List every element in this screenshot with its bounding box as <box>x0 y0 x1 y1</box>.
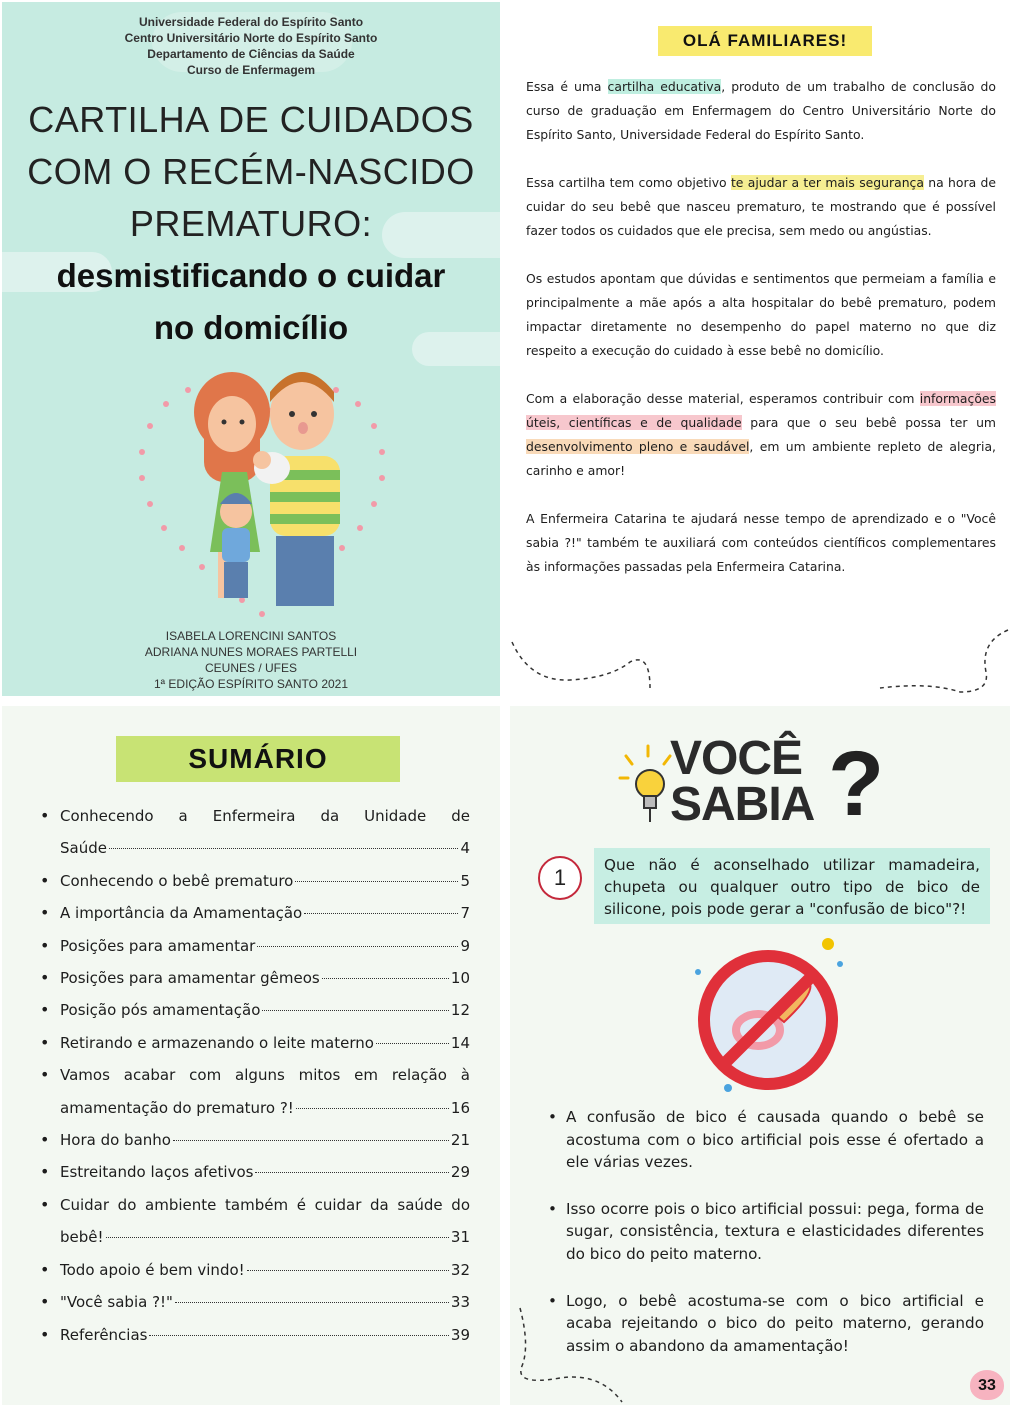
toc-item[interactable] <box>40 1156 470 1188</box>
text-run: Essa cartilha tem como objetivo <box>526 175 731 190</box>
toc-leader-dots <box>376 1043 449 1044</box>
toc-item[interactable] <box>40 1286 470 1318</box>
intro-body <box>526 75 996 603</box>
toc-item-label: • Posição pós amamentação <box>60 1001 261 1020</box>
toc-item-label: • A importância da Amamentação <box>60 904 303 923</box>
toc-page-number: 9 <box>460 936 470 955</box>
authors-block <box>2 628 500 692</box>
toc-item-label: amamentação do prematuro ?! <box>60 1098 294 1117</box>
toc-page-number: 14 <box>450 1033 470 1052</box>
toc-item-label: Saúde <box>60 839 107 858</box>
toc-page-number: 10 <box>450 969 470 988</box>
intro-heading: OLÁ FAMILIARES! <box>658 26 872 56</box>
toc-item[interactable] <box>40 897 470 929</box>
toc-item-label: • Hora do banho <box>60 1131 171 1150</box>
fact-bullet: • A confusão de bico é causada quando o bebê se acostuma com o bico artificial pois esse é ofertado a ele várias vezes. <box>548 1106 984 1174</box>
title-line: PREMATURO: <box>129 203 373 244</box>
toc-leader-dots <box>247 1270 449 1271</box>
intro-paragraph: A Enfermeira Catarina te ajudará nesse tempo de aprendizado e o "Você sabia ?!" também te auxiliará com conteúdos científicos complementares às informações passadas pela Enfermeira Catarina. <box>526 511 996 574</box>
toc-row <box>60 1124 470 1156</box>
text-run: na hora de cuidar do seu bebê que nasceu prematuro, te mostrando que é possível fazer todos os cuidados que ele precisa, sem medo ou angústias. <box>526 175 996 238</box>
text-run: Com a elaboração desse material, esperamos contribuir com <box>526 391 920 406</box>
toc-item[interactable] <box>40 994 470 1026</box>
toc-page-number: 32 <box>450 1260 470 1279</box>
intro-page <box>510 2 1010 696</box>
institution-line: Centro Universitário Norte do Espírito Santo <box>124 31 378 45</box>
toc-page-number: 29 <box>450 1163 470 1182</box>
fact-question-box: Que não é aconselhado utilizar mamadeira, chupeta ou qualquer outro tipo de bico de silicone, pois pode gerar a "confusão de bico"?! <box>594 848 990 924</box>
toc-list <box>40 800 470 1351</box>
toc-title: SUMÁRIO <box>116 736 400 782</box>
text-run: Essa é uma <box>526 79 608 94</box>
intro-paragraph <box>526 387 996 483</box>
page-number-heart: 33 <box>970 1370 1004 1400</box>
toc-row <box>60 897 470 929</box>
toc-item-label: bebê! <box>60 1228 104 1247</box>
subtitle-line: desmistificando o cuidar <box>56 257 446 294</box>
lightbulb-icon <box>618 742 678 832</box>
toc-item-label: • Conhecendo o bebê prematuro <box>60 871 294 890</box>
logo-word: SABIA <box>670 778 815 831</box>
toc-item[interactable] <box>40 865 470 897</box>
no-pacifier-icon <box>688 938 848 1098</box>
toc-page-number: 16 <box>450 1098 470 1117</box>
toc-item[interactable] <box>40 1189 470 1254</box>
toc-item[interactable] <box>40 1124 470 1156</box>
cover-page <box>2 2 500 696</box>
toc-leader-dots <box>295 881 458 882</box>
author-line: ADRIANA NUNES MORAES PARTELLI <box>144 645 358 659</box>
toc-item[interactable] <box>40 800 470 865</box>
toc-page-number: 39 <box>450 1325 470 1344</box>
toc-page-number: 31 <box>450 1228 470 1247</box>
toc-page-number: 33 <box>450 1293 470 1312</box>
toc-row <box>60 1156 470 1188</box>
question-mark-icon: ? <box>828 733 884 835</box>
family-illustration <box>122 352 402 622</box>
toc-leader-dots <box>304 913 458 914</box>
toc-leader-dots <box>175 1302 449 1303</box>
intro-paragraph <box>526 171 996 243</box>
fact-number-badge: 1 <box>538 856 582 900</box>
toc-page-number: 4 <box>460 839 470 858</box>
toc-item-label: • Retirando e armazenando o leite materno <box>60 1033 374 1052</box>
toc-leader-dots <box>109 848 458 849</box>
toc-item-label: • Cuidar do ambiente também é cuidar da saúde do <box>60 1195 470 1214</box>
toc-item-label: • Posições para amamentar gêmeos <box>60 969 320 988</box>
text-run: , produto de um trabalho de conclusão do curso de graduação em Enfermagem do Centro Universitário Norte do Espírito Santo, Universidade Federal do Espírito Santo. <box>526 79 996 142</box>
toc-leader-dots <box>173 1140 449 1141</box>
toc-row <box>60 930 470 962</box>
author-line: CEUNES / UFES <box>204 661 297 675</box>
toc-page-number: 12 <box>450 1001 470 1020</box>
toc-leader-dots <box>149 1335 448 1336</box>
text-run: para que o seu bebê possa ter um <box>741 415 996 430</box>
toc-page <box>2 706 500 1405</box>
text-run: , em um ambiente repleto de alegria, carinho e amor! <box>526 439 996 478</box>
fact-bullet: • Isso ocorre pois o bico artificial possui: pega, forma de sugar, consistência, textura e elasticidades diferentes do bico do peito materno. <box>548 1198 984 1266</box>
toc-row <box>60 865 470 897</box>
toc-row <box>60 1221 470 1253</box>
toc-item-label: • Referências <box>60 1325 148 1344</box>
toc-page-number: 5 <box>460 871 470 890</box>
toc-item-label: • "Você sabia ?!" <box>60 1293 173 1312</box>
toc-item-label: • Estreitando laços afetivos <box>60 1163 254 1182</box>
highlight-text: desenvolvimento pleno e saudável <box>526 439 750 454</box>
toc-leader-dots <box>262 1010 449 1011</box>
institution-block <box>2 14 500 78</box>
toc-item[interactable] <box>40 1254 470 1286</box>
toc-row <box>60 1092 470 1124</box>
fact-page <box>510 706 1010 1405</box>
squiggle-decoration-icon <box>510 622 1010 696</box>
toc-item[interactable] <box>40 962 470 994</box>
toc-row <box>60 1319 470 1351</box>
logo-word: VOCÊ <box>670 732 803 785</box>
toc-item[interactable] <box>40 1059 470 1124</box>
institution-line: Departamento de Ciências da Saúde <box>147 47 355 61</box>
toc-row <box>60 832 470 864</box>
toc-row <box>60 1254 470 1286</box>
highlight-text: te ajudar a ter mais segurança <box>730 175 924 190</box>
squiggle-decoration-icon <box>510 1306 650 1405</box>
institution-line: Curso de Enfermagem <box>186 63 316 77</box>
toc-item-label: • Todo apoio é bem vindo! <box>60 1260 245 1279</box>
title-line: CARTILHA DE CUIDADOS <box>28 99 474 140</box>
toc-item-label: • Vamos acabar com alguns mitos em relação à <box>60 1066 470 1085</box>
toc-row <box>60 994 470 1026</box>
toc-row <box>60 962 470 994</box>
toc-leader-dots <box>106 1237 449 1238</box>
toc-page-number: 7 <box>460 904 470 923</box>
title-line: COM O RECÉM-NASCIDO <box>27 151 475 192</box>
toc-item-label: • Conhecendo a Enfermeira da Unidade de <box>60 807 470 825</box>
toc-item[interactable] <box>40 1027 470 1059</box>
toc-item[interactable] <box>40 930 470 962</box>
toc-page-number: 21 <box>450 1131 470 1150</box>
toc-item[interactable] <box>40 1319 470 1351</box>
author-line: 1ª EDIÇÃO ESPÍRITO SANTO 2021 <box>153 677 349 691</box>
intro-paragraph: Os estudos apontam que dúvidas e sentimentos que permeiam a família e principalmente a mãe após a alta hospitalar do bebê prematuro, podem impactar diretamente no desempenho do papel materno no que diz respeito a execução do cuidado à esse bebê no domicílio. <box>526 271 996 358</box>
voce-sabia-logo <box>618 732 888 836</box>
author-line: ISABELA LORENCINI SANTOS <box>165 629 337 643</box>
cover-title <box>2 94 500 354</box>
toc-leader-dots <box>296 1108 449 1109</box>
highlight-text: informações úteis, científicas e de qualidade <box>526 391 996 430</box>
toc-leader-dots <box>255 1172 448 1173</box>
institution-line: Universidade Federal do Espírito Santo <box>138 15 364 29</box>
toc-leader-dots <box>322 978 449 979</box>
intro-paragraph <box>526 75 996 147</box>
subtitle-line: no domicílio <box>153 309 349 346</box>
toc-item-label: • Posições para amamentar <box>60 936 256 955</box>
toc-row <box>60 1286 470 1318</box>
fact-bullet: • Logo, o bebê acostuma-se com o bico artificial e acaba rejeitando o bico do peito materno, gerando assim o abandono da amamentação! <box>548 1290 984 1358</box>
toc-row <box>60 1027 470 1059</box>
highlight-text: cartilha educativa <box>607 79 722 94</box>
toc-leader-dots <box>257 946 458 947</box>
